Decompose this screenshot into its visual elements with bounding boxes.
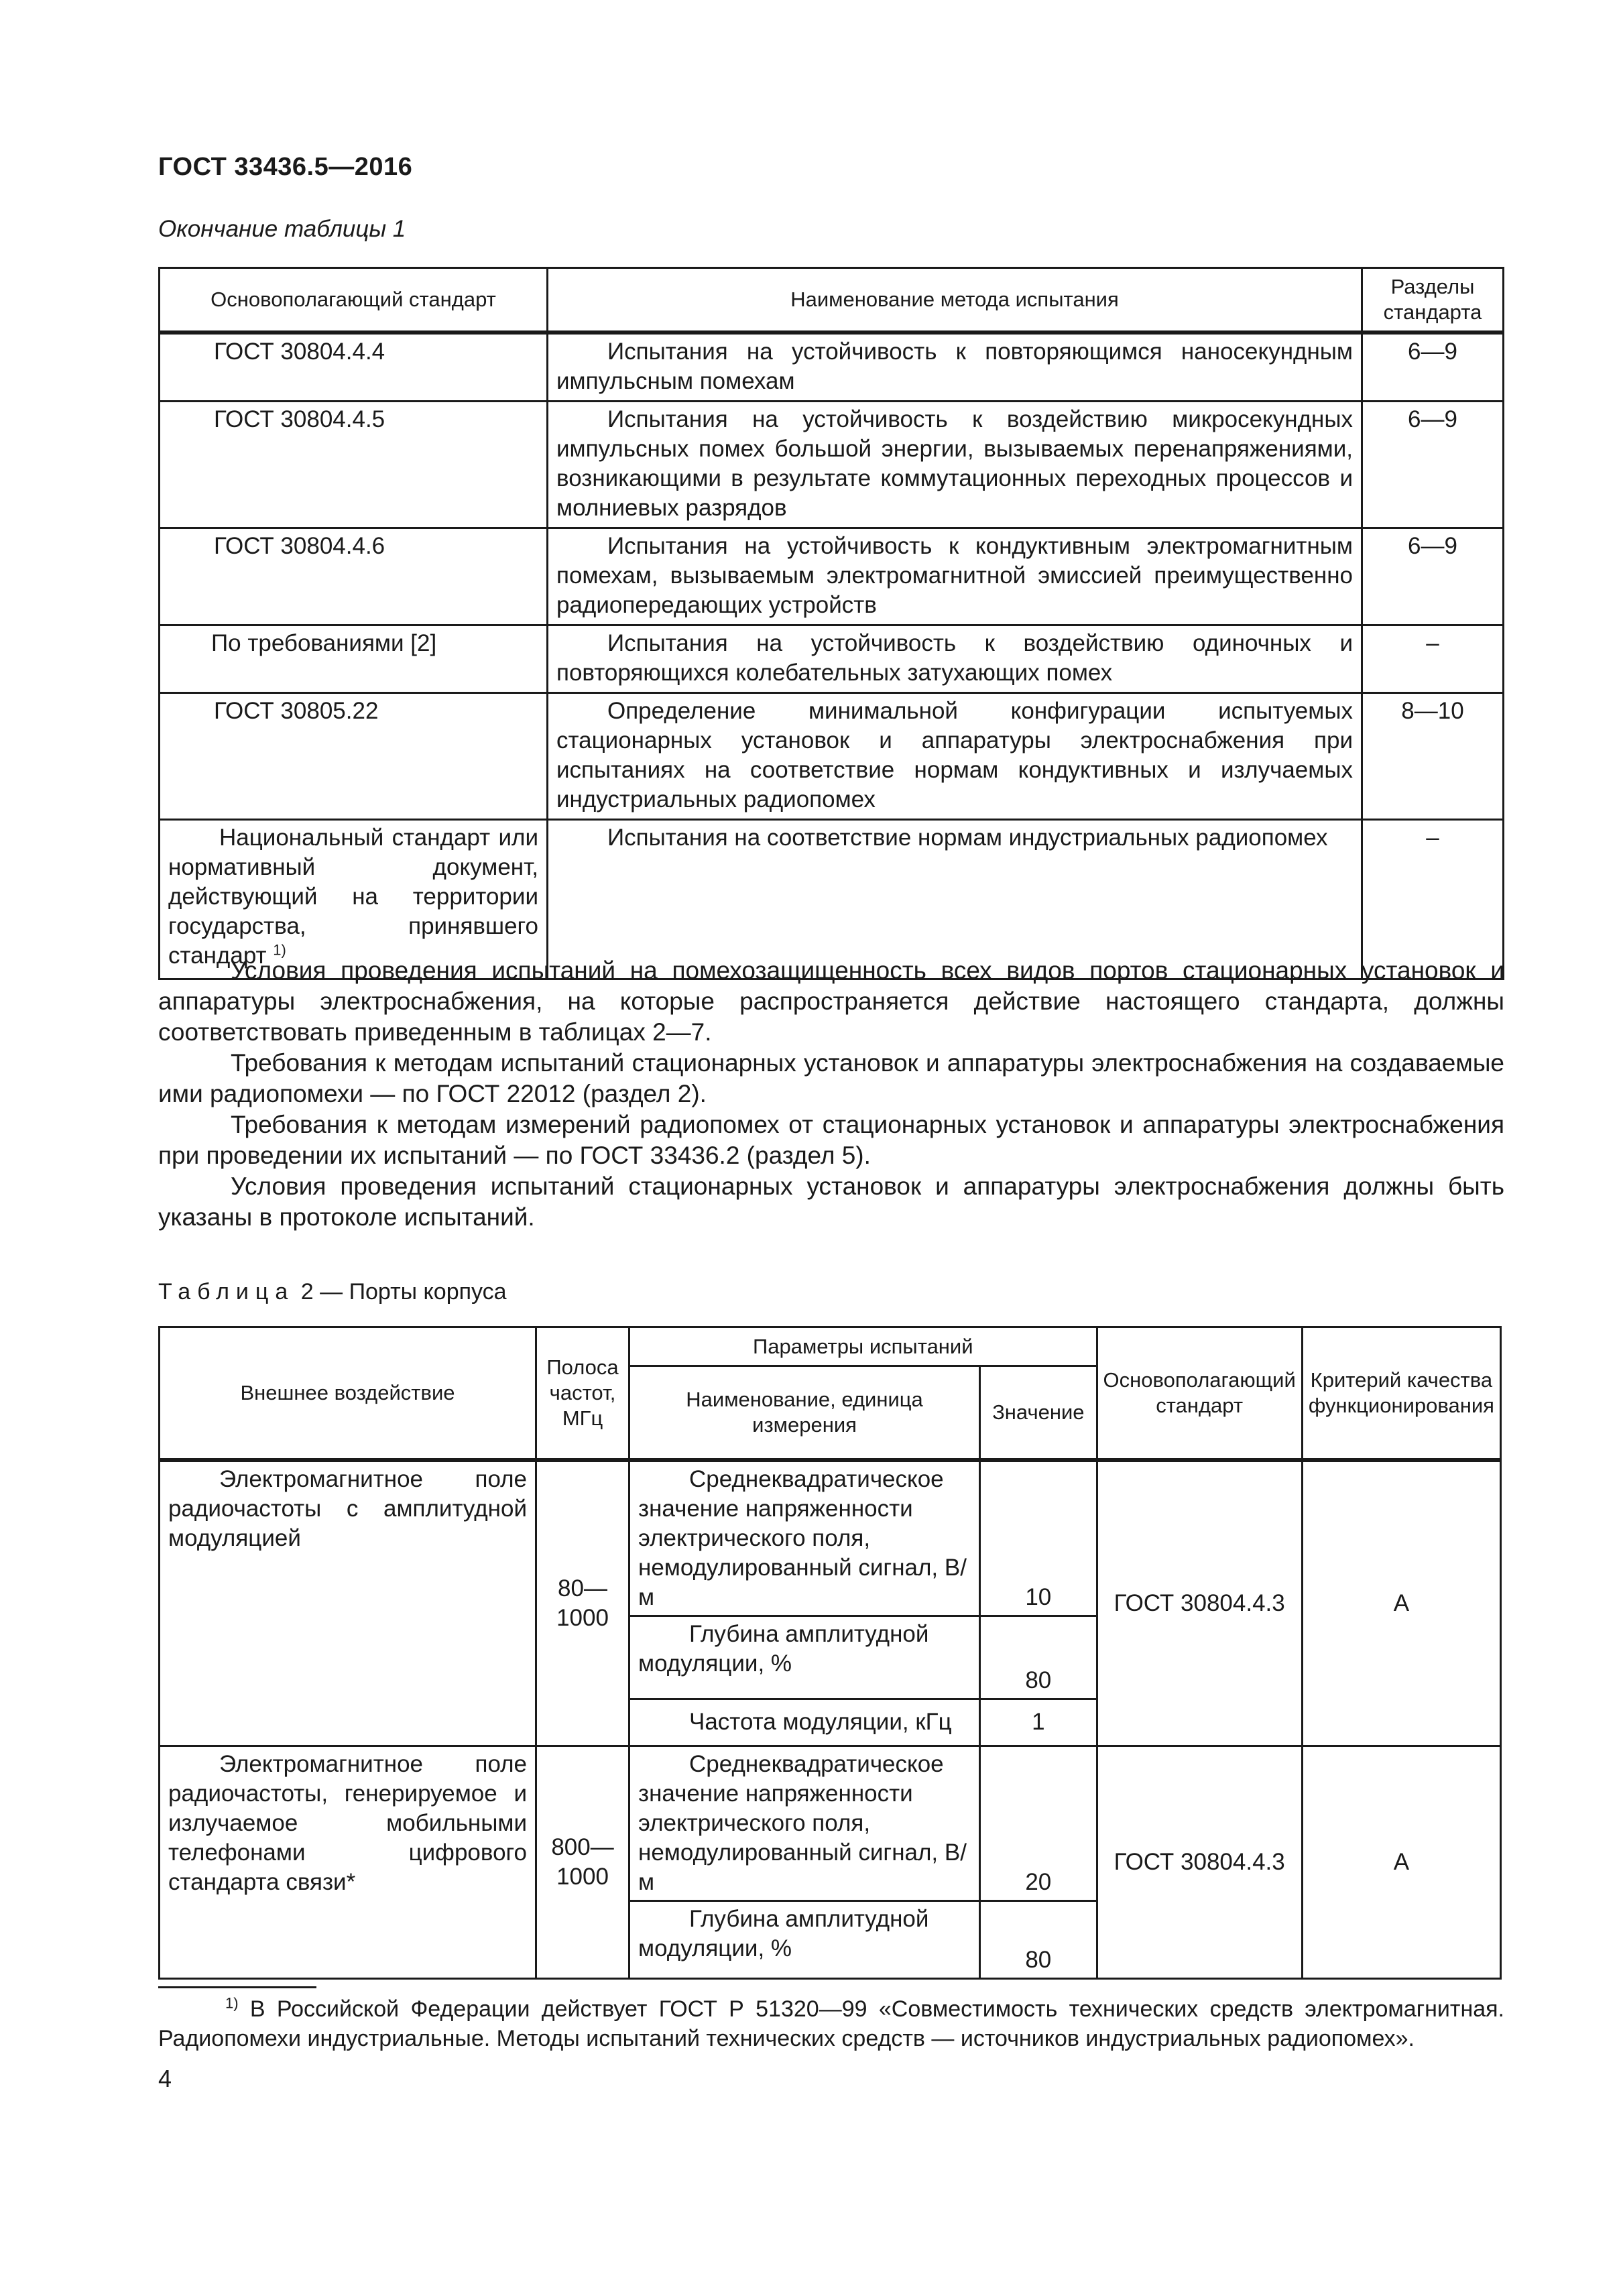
table2-cell-band: 80—1000 — [536, 1460, 629, 1746]
table2-cell-param-value: 1 — [980, 1699, 1097, 1746]
table-row — [160, 528, 1504, 625]
table1-cell-standard: По требованиями [2] — [160, 625, 548, 693]
table1-cell-method: Определение минимальной конфигурации испытуемых стационарных установок и аппаратуры электроснабжения при испытаниях на соответствие нормам кондуктивных и излучаемых индустриальных радиопомех — [548, 693, 1362, 820]
paragraph: Условия проведения испытаний стационарных установок и аппаратуры электроснабжения должны быть указаны в протоколе испытаний. — [158, 1172, 1504, 1231]
table1-cell-sections: 6—9 — [1362, 528, 1504, 625]
footnote-separator — [158, 1986, 316, 1988]
table1-cell-sections: – — [1362, 625, 1504, 693]
footnote-text — [158, 1994, 1504, 2053]
table2-header-effect: Внешнее воздействие — [160, 1327, 536, 1460]
table1-cell-standard: ГОСТ 30804.4.4 — [160, 333, 548, 402]
table2-header-params: Параметры испытаний — [629, 1327, 1097, 1366]
footnote — [158, 1994, 1504, 2053]
table2-caption-title: 2 — Порты корпуса — [300, 1279, 507, 1305]
footnote-mark: 1) — [225, 1994, 239, 2012]
table2-header-band: Полоса частот, МГц — [536, 1327, 629, 1460]
table2-header-param-name: Наименование, единица измерения — [629, 1366, 980, 1460]
table1-header-method: Наименование метода испытания — [548, 268, 1362, 333]
table-row — [160, 625, 1504, 693]
table1-cell-method: Испытания на соответствие нормам индустриальных радиопомех — [548, 820, 1362, 979]
table1-cell-method: Испытания на устойчивость к повторяющимся наносекундным импульсным помехам — [548, 333, 1362, 402]
table2-cell-effect: Электромагнитное поле радиочастоты, генерируемое и излучаемое мобильными телефонами цифрового стандарта связи* — [160, 1746, 536, 1978]
table-row — [160, 402, 1504, 528]
table1-cell-sections: 8—10 — [1362, 693, 1504, 820]
table2-header-criterion: Критерий качества функционирования — [1302, 1327, 1500, 1460]
footnote-reference: 1) — [273, 941, 286, 959]
table1-header-sections: Разделы стандарта — [1362, 268, 1504, 333]
table2-cell-param-name: Частота модуляции, кГц — [629, 1699, 980, 1746]
table1-header-row — [160, 268, 1504, 333]
table1-caption: Окончание таблицы 1 — [158, 216, 406, 242]
document-id: ГОСТ 33436.5—2016 — [158, 153, 413, 181]
table2-cell-param-value: 10 — [980, 1460, 1097, 1616]
table1-cell-method: Испытания на устойчивость к кондуктивным электромагнитным помехам, вызываемым электромагнитной эмиссией преимущественно радиопередающих устройств — [548, 528, 1362, 625]
table2 — [158, 1326, 1502, 1980]
table1 — [158, 267, 1504, 980]
paragraph: Требования к методам испытаний стационарных установок и аппаратуры электроснабжения на создаваемые ими радиопомехи — по ГОСТ 22012 (раздел 2). — [158, 1049, 1504, 1107]
footnote-body: В Российской Федерации действует ГОСТ Р 51320—99 «Совместимость технических средств электромагнитная. Радиопомехи индустриальные. Методы испытаний технических средств — источников индустриальных радиопомех». — [158, 1996, 1504, 2051]
table2-cell-effect: Электромагнитное поле радиочастоты с амплитудной модуляцией — [160, 1460, 536, 1746]
table2-cell-param-name: Среднеквадратическое значение напряженности электрического поля, немодулированный сигнал, В/м — [629, 1746, 980, 1900]
table2-cell-criterion: A — [1302, 1746, 1500, 1978]
table-row — [160, 1460, 1501, 1616]
table2-header-param-value: Значение — [980, 1366, 1097, 1460]
table2-cell-band: 800—1000 — [536, 1746, 629, 1978]
table2-cell-criterion: A — [1302, 1460, 1500, 1746]
paragraph: Условия проведения испытаний на помехозащищенность всех видов портов стационарных установок и аппаратуры электроснабжения, на которые распространяется действие настоящего стандарта, должны соответствовать приведенным в таблицах 2—7. — [158, 957, 1504, 1046]
table1-cell-sections: 6—9 — [1362, 333, 1504, 402]
table2-header-standard: Основополагающий стандарт — [1097, 1327, 1302, 1460]
table-row — [160, 333, 1504, 402]
table2-cell-standard: ГОСТ 30804.4.3 — [1097, 1746, 1302, 1978]
table1-cell-standard: ГОСТ 30805.22 — [160, 693, 548, 820]
table1-cell-sections: 6—9 — [1362, 402, 1504, 528]
table-row — [160, 1746, 1501, 1900]
table1-cell-standard-text: Национальный стандарт или нормативный документ, действующий на территории государства, принявшего стандарт — [168, 825, 538, 969]
table2-cell-param-value: 80 — [980, 1900, 1097, 1978]
table2-header-row — [160, 1327, 1501, 1366]
table-row — [160, 693, 1504, 820]
table1-header-standard: Основополагающий стандарт — [160, 268, 548, 333]
table2-caption-label: Таблица — [158, 1279, 295, 1305]
table2-cell-param-value: 20 — [980, 1746, 1097, 1900]
table1-cell-method: Испытания на устойчивость к воздействию микросекундных импульсных помех большой энергии, вызываемых перенапряжениями, возникающими в результате коммутационных переходных процессов и молниевых разрядов — [548, 402, 1362, 528]
table2-cell-standard: ГОСТ 30804.4.3 — [1097, 1460, 1302, 1746]
table1-cell-sections: – — [1362, 820, 1504, 979]
paragraph: Требования к методам измерений радиопомех от стационарных установок и аппаратуры электроснабжения при проведении их испытаний — по ГОСТ 33436.2 (раздел 5). — [158, 1111, 1504, 1169]
table1-cell-method: Испытания на устойчивость к воздействию одиночных и повторяющихся колебательных затухающих помех — [548, 625, 1362, 693]
table2-cell-param-name: Глубина амплитудной модуляции, % — [629, 1900, 980, 1978]
table2-caption — [158, 1279, 507, 1305]
table2-cell-param-name: Глубина амплитудной модуляции, % — [629, 1616, 980, 1699]
table1-cell-standard: ГОСТ 30804.4.5 — [160, 402, 548, 528]
body-text — [158, 955, 1504, 1233]
table2-cell-param-value: 80 — [980, 1616, 1097, 1699]
page-number: 4 — [158, 2065, 172, 2092]
table2-cell-param-name: Среднеквадратическое значение напряженности электрического поля, немодулированный сигнал, В/м — [629, 1460, 980, 1616]
table1-cell-standard: ГОСТ 30804.4.6 — [160, 528, 548, 625]
